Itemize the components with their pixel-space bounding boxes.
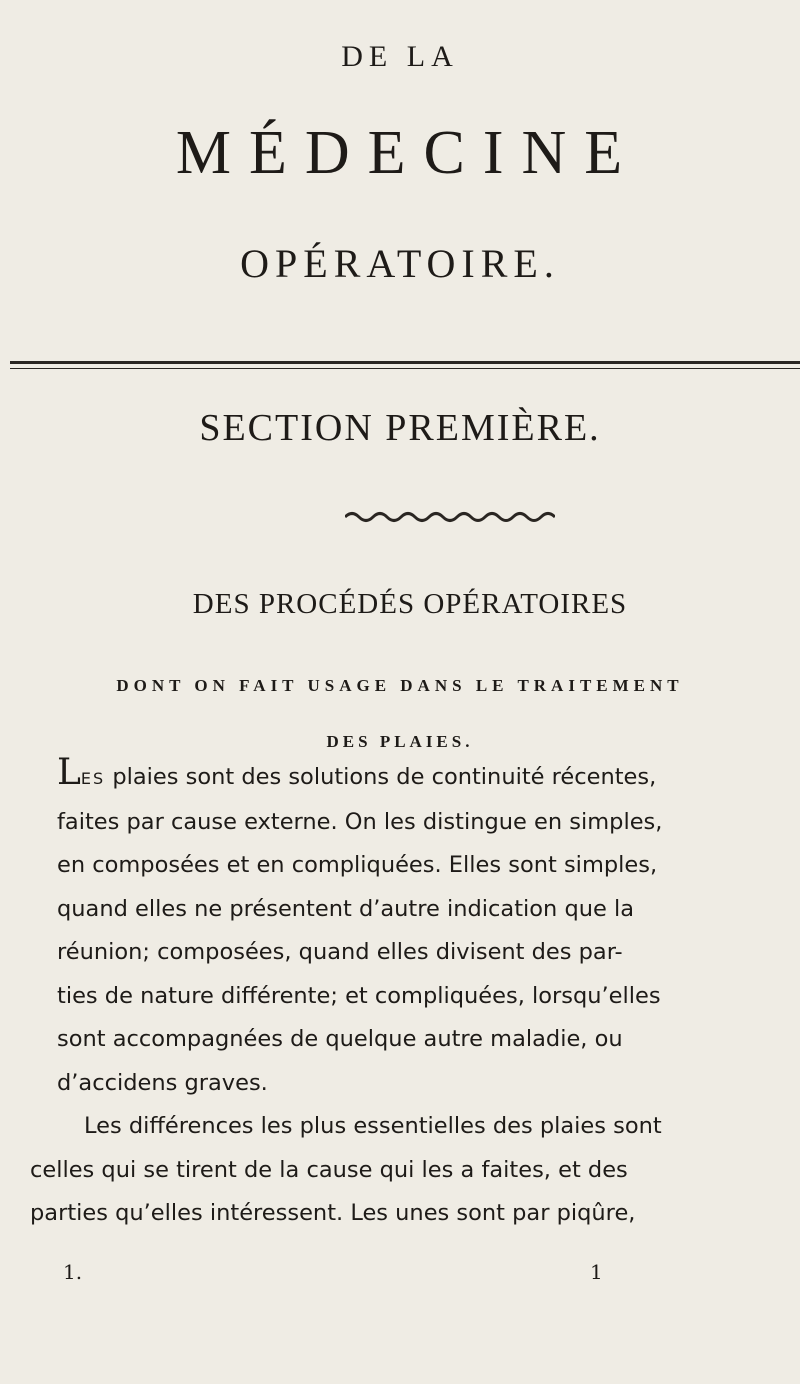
paragraph-2-line: parties qu’elles intéressent. Les unes sont par piqûre, <box>30 1200 636 1226</box>
chapter-subtitle-line1: DONT ON FAIT USAGE DANS LE TRAITEMENT <box>116 676 684 695</box>
paragraph-2 <box>30 1105 787 1236</box>
paragraph-2-line: Les différences les plus essentielles des plaies sont <box>84 1113 662 1139</box>
paragraph-1-line: sont accompagnées de quelque autre maladie, ou <box>57 1026 623 1052</box>
title-operatoire: OPÉRATOIRE. <box>240 241 560 286</box>
double-rule-thin <box>10 368 800 369</box>
wavy-ornament <box>345 510 555 524</box>
paragraph-2-line: celles qui se tirent de la cause qui les a faites, et des <box>30 1156 628 1183</box>
paragraph-1-line-1 <box>57 752 787 801</box>
small-caps-text: ES <box>80 769 106 788</box>
catchword: 1 <box>590 1260 603 1284</box>
signature-mark: 1. <box>63 1260 83 1284</box>
title-medecine: MÉDECINE <box>175 119 641 187</box>
section-heading: SECTION PREMIÈRE. <box>199 407 601 449</box>
paragraph-1-line: quand elles ne présentent d’autre indication que la <box>57 895 635 922</box>
chapter-subtitle-line2: DES PLAIES. <box>326 732 474 751</box>
chapter-title: DES PROCÉDÉS OPÉRATOIRES <box>192 588 628 620</box>
double-rule-thick <box>10 361 800 364</box>
paragraph-1 <box>57 752 787 1105</box>
title-de-la: DE LA <box>341 40 459 73</box>
drop-cap: L <box>57 752 81 793</box>
paragraph-1-line: en composées et en compliquées. Elles sont simples, <box>57 852 658 878</box>
paragraph-1-line: ties de nature différente; et compliquées, lorsqu’elles <box>57 982 661 1009</box>
paragraph-1-line: d’accidens graves. <box>57 1069 268 1096</box>
line-text: plaies sont des solutions de continuité récentes, <box>105 764 657 790</box>
paragraph-1-line: faites par cause externe. On les distingue en simples, <box>57 808 663 835</box>
paragraph-1-line: réunion; composées, quand elles divisent des par- <box>57 939 623 965</box>
